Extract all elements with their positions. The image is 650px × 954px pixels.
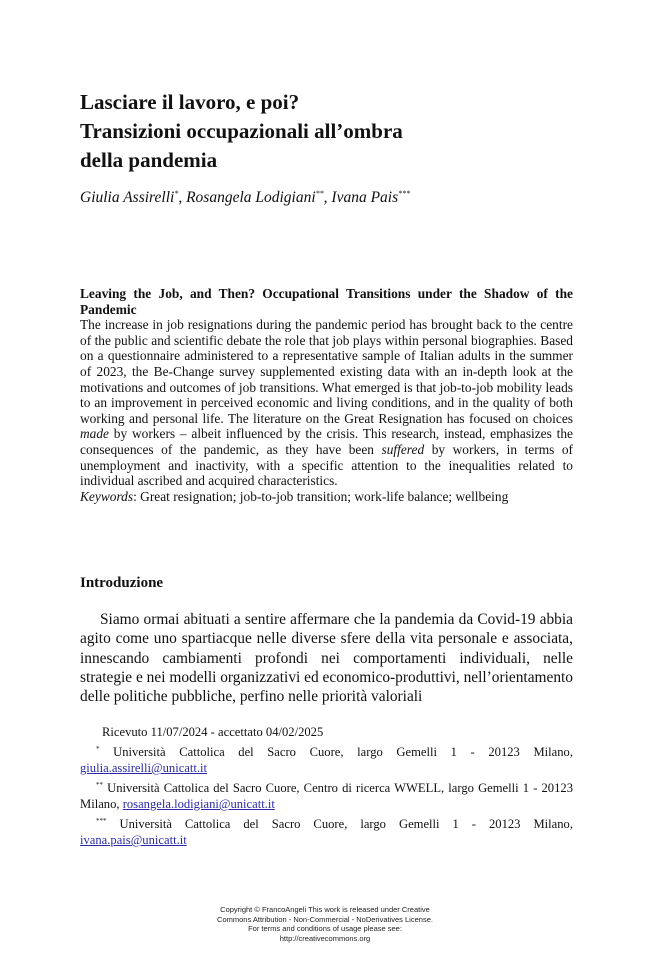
author-separator: , <box>323 189 332 206</box>
abstract-title: Leaving the Job, and Then? Occupational Transitions under the Shadow of the Pandemic <box>80 286 573 317</box>
article-title <box>80 88 580 175</box>
title-line-3: della pandemia <box>80 148 218 172</box>
received-date: Ricevuto 11/07/2024 - accettato 04/02/2025 <box>102 725 324 739</box>
abstract-text: by workers, in terms of unemployment and inactivity, with a specific attention to the inequalities related to individual ascribed and acquired characteristics. <box>80 441 573 489</box>
footnote-marker: *** <box>96 816 107 825</box>
license-line: Copyright © FrancoAngeli This work is released under Creative <box>220 905 430 914</box>
email-link[interactable]: giulia.assirelli@unicatt.it <box>80 761 208 775</box>
author-name: Ivana Pais <box>331 189 399 206</box>
abstract-body <box>80 317 573 489</box>
license-line: Commons Attribution - Non-Commercial - NoDerivatives License. <box>217 914 433 924</box>
abstract-emphasis: made <box>80 426 110 442</box>
section-heading: Introduzione <box>80 575 164 591</box>
license-notice <box>150 905 500 943</box>
footnote-marker: ** <box>96 780 103 789</box>
footnote-3 <box>80 813 573 849</box>
email-link[interactable]: rosangela.lodigiani@unicatt.it <box>122 797 275 811</box>
author-name: Giulia Assirelli <box>80 189 175 206</box>
footnote-marker[interactable]: * <box>174 189 179 198</box>
footnotes <box>80 724 573 849</box>
title-line-2: Transizioni occupazionali all’ombra <box>80 119 403 143</box>
email-link[interactable]: ivana.pais@unicatt.it <box>80 833 187 847</box>
affiliation-text: Università Cattolica del Sacro Cuore, largo Gemelli 1 - 20123 Milano, <box>99 744 573 759</box>
affiliation-text: Università Cattolica del Sacro Cuore, largo Gemelli 1 - 20123 Milano, <box>106 816 573 831</box>
affiliation-text: Università Cattolica del Sacro Cuore, Centro di ricerca WWELL, largo Gemelli 1 - 20123 Milano, <box>80 780 573 811</box>
footnote-marker[interactable]: ** <box>315 189 324 198</box>
abstract-emphasis: suffered <box>381 441 425 457</box>
footnote-marker: * <box>96 744 100 753</box>
abstract <box>80 286 573 504</box>
footnote-marker[interactable]: *** <box>398 189 411 198</box>
keywords-label: Keywords <box>80 488 134 504</box>
license-url[interactable]: http://creativecommons.org <box>279 933 371 943</box>
footnote-2 <box>80 777 573 813</box>
abstract-text: The increase in job resignations during the pandemic period has brought back to the centre of the public and scientific debate the role that job plays within personal biographies. Based on a questionnaire administered to a representative sample of Italian adults in the summer of 2023, the Be-Change survey supplemented existing data with an in-depth look at the motivations and outcomes of job transitions. What emerged is that job-to-job mobility leads to an improvement in perceived economic and living conditions, and in the quality of both working and personal life. The literature on the Great Resignation has focused on choices <box>80 317 573 426</box>
author-name: Rosangela Lodigiani <box>186 189 316 206</box>
keywords-text: : Great resignation; job-to-job transition; work-life balance; wellbeing <box>133 488 509 504</box>
title-line-1: Lasciare il lavoro, e poi? <box>80 90 300 114</box>
author-separator: , <box>178 189 187 206</box>
author-list <box>80 189 580 207</box>
keywords <box>80 489 573 505</box>
license-line: For terms and conditions of usage please see: <box>248 924 402 934</box>
footnote-1 <box>80 741 573 777</box>
intro-paragraph: Siamo ormai abituati a sentire affermare che la pandemia da Covid-19 abbia agito come uno spartiacque nelle diverse sfere della vita personale e associata, innescando cambiamenti profondi nei comportamenti individuali, nelle strategie e nei modelli organizzativi ed economico-produttivi, nell’orientamento delle politiche pubbliche, perfino nelle priorità valoriali <box>80 611 573 706</box>
abstract-text: by workers – albeit influenced by the crisis. This research, instead, emphasizes the consequences of the pandemic, as they have been <box>80 426 573 457</box>
